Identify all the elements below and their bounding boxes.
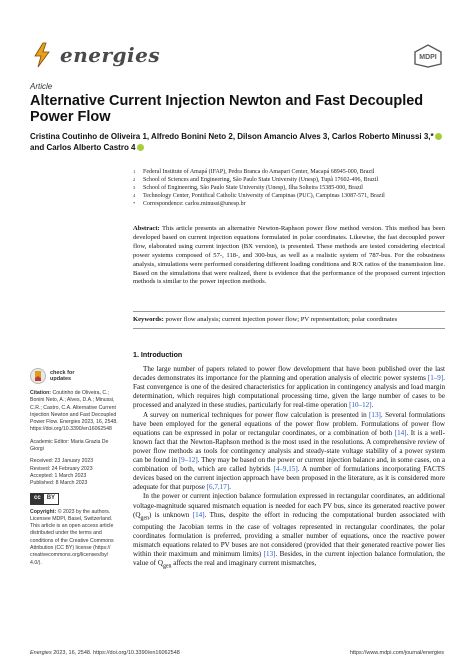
academic-editor [30, 439, 120, 454]
divider [133, 311, 445, 312]
citation-link[interactable]: [9–12] [178, 456, 198, 465]
citation-link[interactable]: [6,7,17] [206, 483, 230, 492]
abstract-label: Abstract: [133, 225, 160, 232]
author-list [30, 131, 444, 153]
published-date: Published: 8 March 2023 [30, 480, 88, 487]
paragraph: The large number of papers related to power flow development that have been published over the last decades demonstrates its importance for the planning and operation analysis of electric power systems [1–9]. Fast convergence is one of the desired characteristics for application in contingency analysis and load margin determination, which requires high computational processing time, given the large number of cases to be processed and analyzed in these studies, particularly for real-time operation [10–12]. [133, 365, 445, 410]
by-icon: BY [46, 494, 56, 501]
journal-header [30, 42, 444, 72]
abstract-text: This article presents an alternative Newton-Raphson power flow method version. This method has been developed based on current injection equations formulated in polar coordinates. Likewise, the fast decoupled power flow, elaborated using current injection (BX version), is presented. These methods are tested considering electrical power systems composed of 57-, 118-, and 300-bus, as well as a realistic system of 787-bus. For the robustness analysis, simulations were performed considering different loading conditions and R/X ratios of the transmission line. Based on the simulations that were realized, there is evidence that the performance of the proposed current injection methods is similar to the power injection methods. [133, 225, 445, 286]
check-updates-icon [30, 368, 46, 384]
page-footer [30, 650, 444, 656]
keywords [133, 316, 445, 325]
citation-link[interactable]: [10–12] [349, 401, 372, 410]
affiliations [133, 168, 453, 208]
mdpi-logo-icon [412, 44, 444, 68]
copyright [30, 509, 120, 567]
affiliation-item: 4 Technology Center, Pontifical Catholic University of Campinas (PUC), Campinas 13087-571, Brazil [133, 193, 385, 199]
citation-link[interactable]: [14] [192, 510, 205, 519]
affiliation-item: 1 Federal Institute of Amapá (IFAP), Pedra Branca do Amapari Center, Macapá 68945-000, Brazil [133, 169, 375, 175]
citation-link[interactable]: [13] [263, 550, 276, 559]
keywords-text: power flow analysis; current injection power flow; PV representation; polar coordinates [165, 316, 398, 323]
article-info-sidebar [30, 368, 120, 572]
cc-icon: cc [31, 494, 44, 504]
footer-citation: Energies 2023, 16, 2548. https://doi.org/10.3390/en16062548 [30, 650, 180, 656]
paragraph: A survey on numerical techniques for power flow calculation is presented in [13]. Several formulations have been employed for the general equations of the power flow problem. Formulations of power flow equations can be expressed in polar or rectangular coordinates, or a combination of both [14]. It is a well-known fact that the Newton-Raphson method is the most used in the resolutions. A comprehensive review of power flow methods as tools for contingency analysis and steady-state voltage stability of a power system can be found in [9–12]. They may be based on the power or current injection balance and, in some cases, on a combination of both, which are called hybrids [4–9,15]. A number of formulations incorporating FACTS devices based on the current injection approach have been proposed in the literature, as it is considered more adequate for that purpose [6,7,17]. [133, 410, 446, 492]
affiliation-item: 2 School of Sciences and Engineering, São Paulo State University (Unesp), Tupã 17602-496, Brazil [133, 177, 379, 183]
copyright-label: Copyright: [30, 508, 57, 515]
citation-link[interactable]: [13] [369, 410, 381, 419]
correspondence: * Correspondence: carlos.minussi@unesp.br [133, 201, 246, 207]
paragraph: In the power or current injection balance formulation expressed in rectangular coordinates, an additional voltage-magnitude squared mismatch equation is needed for each PV bus, since its generated reactive power $(Q_{gen})$ is unknown [14]. Thus, despite the effort in reducing the computational burden associated with computing the Jacobian terms in the case of voltages represented in rectangular coordinates, the polar coordinates formulation is preferred, providing a smaller number of equations, once the reactive power mismatch equations related to PV buses are not considered (provided that their generated reactive power lies within their maximum and minimum limits) [13]. Besides, in the current injection balance formulation, the value of $Q_{gen}$ affects the real and imaginary current mismatches, [133, 492, 445, 570]
check-for-updates-button[interactable] [30, 368, 120, 384]
citation-label: Citation: [30, 390, 52, 396]
article-type: Article [30, 82, 53, 91]
divider [133, 328, 445, 329]
citation [30, 390, 120, 434]
paper-title: Alternative Current Injection Newton and Fast Decoupled Power Flow [30, 93, 424, 125]
cc-license-logo[interactable] [30, 493, 120, 505]
accepted-date: Accepted: 1 March 2023 [30, 472, 87, 479]
journal-name: energies [60, 43, 161, 67]
citation-link[interactable]: [14] [394, 428, 407, 437]
orcid-icon[interactable] [137, 144, 144, 151]
journal-logo-icon [30, 42, 54, 68]
keywords-label: Keywords: [133, 316, 164, 323]
authors-line-1: Cristina Coutinho de Oliveira 1, Alfredo Bonini Neto 2, Dilson Amancio Alves 3, Carlos Roberto Minussi 3,* [30, 132, 434, 141]
updates-line-2: updates [50, 376, 72, 382]
section-heading: 1. Introduction [133, 351, 183, 359]
introduction-section [133, 351, 445, 572]
footer-journal-link[interactable]: https://www.mdpi.com/journal/energies [349, 650, 444, 656]
citation-link[interactable]: [1–9] [427, 374, 444, 383]
abstract [133, 225, 445, 287]
citation-link[interactable]: [4–9,15] [273, 465, 298, 474]
editor-name: Maria Grazia De Giorgi [30, 438, 109, 453]
received-date: Received: 23 January 2023 [30, 458, 94, 465]
publisher-name: MDPI [419, 54, 437, 61]
citation-text: Coutinho de Oliveira, C.; Bonini Neto, A.; Alves, D.A.; Minussi, C.R.; Castro, C.A. Alternative Current Injection Newton and Fast Decoupled Power Flow. Energies 2023, 16, 2548. https://doi.org/10.3390/en16062548 [30, 390, 118, 433]
copyright-text: © 2023 by the authors. Licensee MDPI, Basel, Switzerland. This article is an open access article distributed under the terms and conditions of the Creative Commons Attribution (CC BY) license (https:// creativecommons.org/licenses/by/ 4.0/). [30, 508, 114, 566]
affiliation-item: 3 School of Engineering, São Paulo State University (Unesp), Ilha Solteira 15385-000, Brazil [133, 185, 363, 191]
authors-line-2: and Carlos Alberto Castro 4 [30, 143, 136, 152]
editor-label: Academic Editor: [30, 438, 70, 445]
dates [30, 458, 120, 487]
orcid-icon[interactable] [435, 133, 442, 140]
revised-date: Revised: 24 February 2023 [30, 465, 93, 472]
updates-line-1: check for [50, 369, 75, 376]
